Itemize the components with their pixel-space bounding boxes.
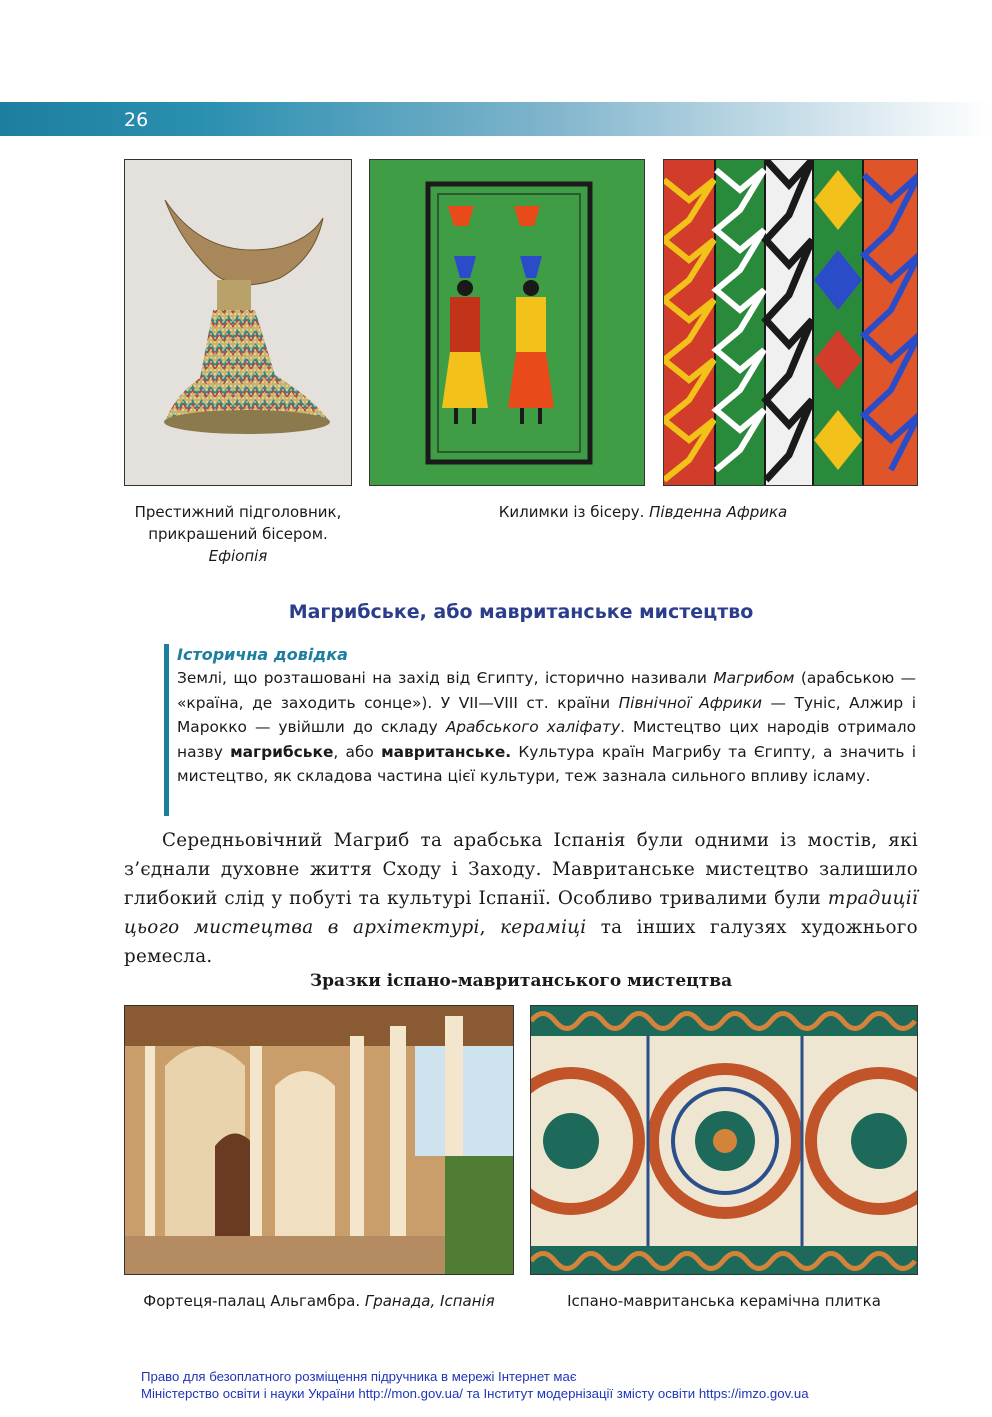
main-text-part: Середньовічний Магриб та арабська Іспанія були одними із мостів, які з’єднали духовне життя Сходу і Заходу. Мавританське мистецтво залишило глибокий слід у побуті та культурі Іспанії. Особливо тривалими були — [124, 830, 918, 909]
note-text-part: Землі, що розташовані на захід від Єгипту, історично називали — [177, 669, 714, 687]
note-text-part: , або — [333, 742, 382, 761]
page-number: 26 — [124, 109, 149, 131]
rugs-caption — [420, 501, 866, 523]
section-title: Магрибське, або мавританське мистецтво — [288, 601, 754, 623]
main-paragraph — [124, 826, 918, 971]
footer-line2: Міністерство освіти і науки України http://mon.gov.ua/ та Інститут модернізації змісту освіти https://imzo.gov.ua — [141, 1386, 809, 1401]
note-term-caliphate: Арабського халіфату — [445, 718, 621, 736]
note-text-part: (арабською — «країна, де заходить сонце»). У VII—VIII ст. країни — [177, 669, 916, 712]
rug-illustration — [370, 160, 645, 486]
beadwork-photo — [663, 159, 918, 486]
headrest-illustration — [125, 160, 352, 486]
beadwork-illustration — [664, 160, 918, 486]
note-title: Історична довідка — [177, 645, 348, 664]
footer-license — [141, 1368, 809, 1402]
note-text-part: — Туніс, Алжир і Марокко — увійшли до складу — [177, 693, 916, 736]
headrest-caption-country: Ефіопія — [208, 547, 268, 565]
beaded-rug-photo — [369, 159, 645, 486]
headrest-caption — [114, 501, 362, 567]
headrest-caption-line2: прикрашений бісером. — [148, 525, 328, 543]
ceramic-tile-photo — [530, 1005, 918, 1275]
main-text-part: , — [479, 917, 501, 938]
header-bar — [0, 102, 992, 136]
samples-title: Зразки іспано-мавританського мистецтва — [309, 971, 733, 991]
tile-caption — [530, 1290, 918, 1312]
alhambra-photo — [124, 1005, 514, 1275]
main-term-ceramics: кераміці — [500, 917, 587, 938]
note-text-part: Культура країн Магрибу та Єгипту, а значить і мистецтво, як складова частина цієї культури, теж зазнала сильного впливу ісламу. — [177, 742, 916, 785]
footer-line1: Право для безоплатного розміщення підручника в мережі Інтернет має — [141, 1369, 577, 1384]
note-text — [177, 666, 916, 789]
headrest-photo — [124, 159, 352, 486]
alhambra-caption-location: Гранада, Іспанія — [364, 1292, 495, 1310]
main-text-part: та інших галузях художнього ремесла. — [124, 917, 918, 967]
historical-note — [164, 644, 916, 816]
rugs-caption-region: Південна Африка — [649, 503, 788, 521]
rugs-caption-text: Килимки із бісеру. — [498, 503, 650, 521]
main-term-architecture: традиції цього мистецтва в архітектурі — [124, 888, 918, 938]
alhambra-caption-text: Фортеця-палац Альгамбра. — [143, 1292, 365, 1310]
tile-caption-text: Іспано-мавританська керамічна плитка — [567, 1292, 881, 1310]
note-text-part: . Мистецтво цих народів отримало назву — [177, 718, 916, 761]
headrest-caption-line1: Престижний підголовник, — [134, 503, 342, 521]
note-term-north-africa: Північної Африки — [618, 693, 762, 712]
alhambra-illustration — [125, 1006, 514, 1275]
headrest-caption-line3 — [114, 545, 362, 567]
note-term-maghrebi: магрибське — [230, 742, 334, 761]
note-term-moorish: мавританське. — [381, 742, 512, 761]
alhambra-caption — [124, 1290, 514, 1312]
tile-illustration — [531, 1006, 918, 1275]
note-term-maghreb: Магрибом — [713, 669, 795, 687]
